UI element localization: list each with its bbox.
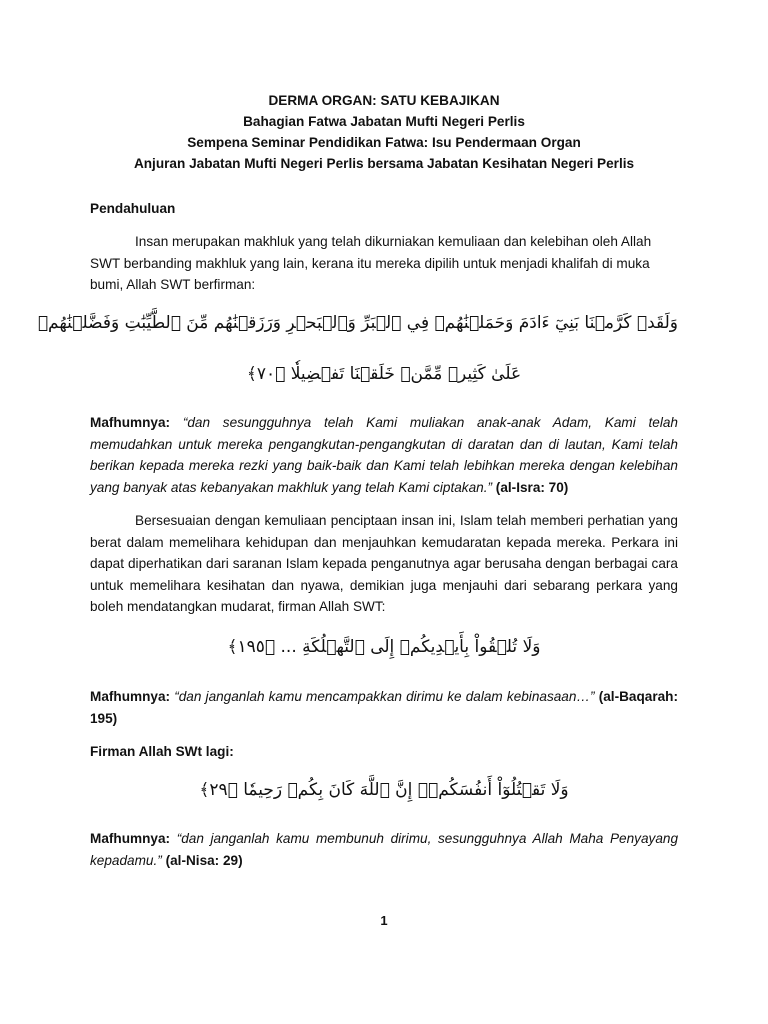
intro-paragraph: Insan merupakan makhluk yang telah dikurniakan kemuliaan dan kelebihan oleh Allah SWT berbanding makhluk yang lain, kerana itu mereka dipilih untuk menjadi khalifah di muka bumi, Allah SWT berfirman:	[90, 234, 652, 292]
second-paragraph: Bersesuaian dengan kemuliaan penciptaan insan ini, Islam telah memberi perhatian yang berat dalam memelihara kehidupan dan menjauhkan kemudaratan kepada mereka. Perkara ini dapat diperhatikan dari saranan Islam kepada penganutnya agar berusaha dengan berbagai cara untuk memelihara kesihatan dan nyawa, demikian juga menjauhi dari sebarang perkara yang boleh mendatangkan mudarat, firman Allah SWT:	[90, 513, 678, 614]
verse3-arabic: وَلَا تَقۡتُلُوٓاْ أَنفُسَكُمۡۚ إِنَّ ٱللَّهَ كَانَ بِكُمۡ رَحِيمٗا ﴿٢٩﴾	[199, 780, 569, 800]
verse3-reference: (al-Nisa: 29)	[165, 852, 243, 868]
section-heading: Pendahuluan	[90, 201, 176, 216]
verse2-label: Mafhumnya:	[90, 689, 171, 704]
verse2-translation: “dan janganlah kamu mencampakkan dirimu ke dalam kebinasaan…”	[174, 689, 595, 704]
verse1-arabic-line2: عَلَىٰ كَثِيرٖ مِّمَّنۡ خَلَقۡنَا تَفۡضِيلٗا ﴿٧٠﴾	[246, 364, 522, 384]
verse1-label: Mafhumnya:	[90, 415, 171, 430]
verse2-translation-paragraph	[90, 686, 678, 729]
verse3-label: Mafhumnya:	[90, 831, 171, 846]
header-subtitle-department: Bahagian Fatwa Jabatan Mufti Negeri Perlis	[243, 114, 525, 129]
page-number: 1	[380, 913, 388, 928]
verse1-translation: “dan sesungguhnya telah Kami muliakan anak-anak Adam, Kami telah memudahkan untuk mereka pengangkutan-pengangkutan di daratan dan di lautan, Kami telah berikan kepada mereka rezki yang baik-baik dan Kami telah lebihkan mereka dengan kelebihan yang banyak atas kebanyakan makhluk yang telah Kami ciptakan.”	[90, 415, 678, 495]
firman-lagi-heading: Firman Allah SWt lagi:	[90, 744, 234, 759]
document-header	[0, 90, 768, 174]
header-subtitle-organizer: Anjuran Jabatan Mufti Negeri Perlis bersama Jabatan Kesihatan Negeri Perlis	[133, 156, 635, 171]
verse3-translation-paragraph	[90, 828, 678, 871]
verse1-arabic-line1: وَلَقَدۡ كَرَّمۡنَا بَنِيٓ ءَادَمَ وَحَمَلۡنَٰهُمۡ فِي ٱلۡبَرِّ وَٱلۡبَحۡرِ وَرَزَقۡنَٰهُم مِّنَ ٱلطَّيِّبَٰتِ وَفَضَّلۡنَٰهُمۡ	[37, 313, 678, 333]
document-title: DERMA ORGAN: SATU KEBAJIKAN	[268, 93, 500, 108]
header-subtitle-seminar: Sempena Seminar Pendidikan Fatwa: Isu Pendermaan Organ	[187, 135, 581, 150]
verse1-translation-paragraph	[90, 412, 678, 498]
verse3-translation: “dan janganlah kamu membunuh dirimu, sesungguhnya Allah Maha Penyayang kepadamu.”	[90, 831, 678, 868]
verse2-arabic: وَلَا تُلۡقُواْ بِأَيۡدِيكُمۡ إِلَى ٱلتَّهۡلُكَةِ ... ﴿١٩٥﴾	[227, 637, 541, 657]
verse2-reference: (al-Baqarah: 195)	[90, 689, 679, 726]
verse1-reference: (al-Isra: 70)	[495, 479, 569, 495]
